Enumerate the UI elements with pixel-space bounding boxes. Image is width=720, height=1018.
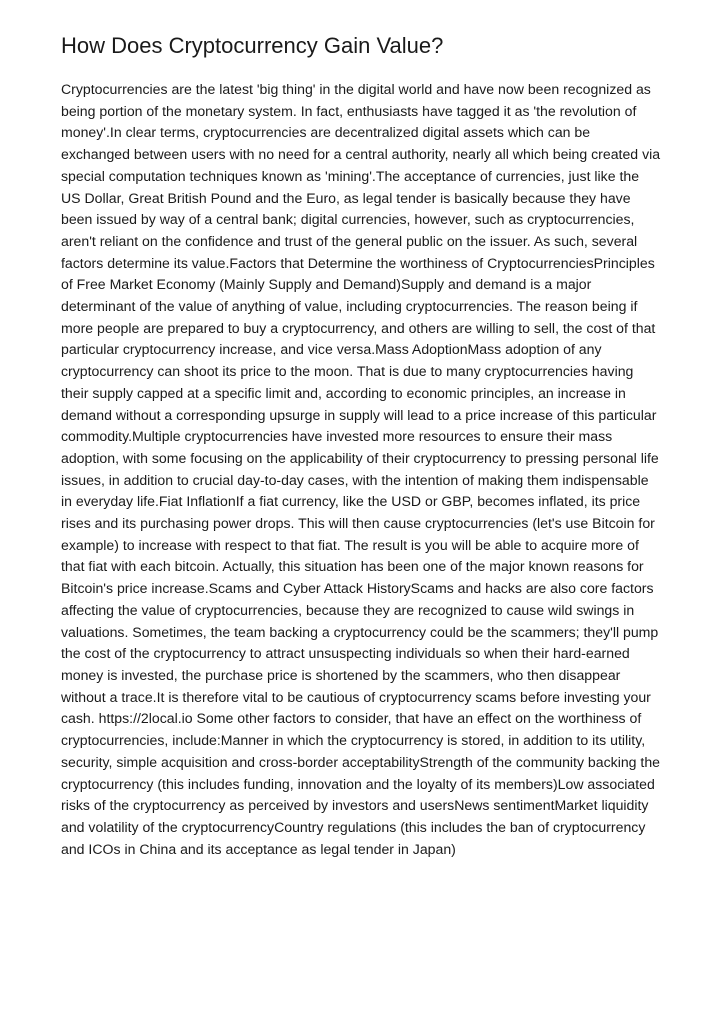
document-title: How Does Cryptocurrency Gain Value? <box>61 33 444 58</box>
document-body: Cryptocurrencies are the latest 'big thing' in the digital world and have now been recognized as being portion of the monetary system. In fact, enthusiasts have tagged it as 'the revolution of money'.In clear terms, cryptocurrencies are decentralized digital assets which can be exchanged between users with no need for a central authority, nearly all which being created via special computation techniques known as 'mining'.The acceptance of currencies, just like the US Dollar, Great British Pound and the Euro, as legal tender is basically because they have been issued by way of a central bank; digital currencies, however, such as cryptocurrencies, aren't reliant on the confidence and trust of the general public on the issuer. As such, several factors determine its value.Factors that Determine the worthiness of CryptocurrenciesPrinciples of Free Market Economy (Mainly Supply and Demand)Supply and demand is a major determinant of the value of anything of value, including cryptocurrencies. The reason being if more people are prepared to buy a cryptocurrency, and others are willing to sell, the cost of that particular cryptocurrency increase, and vice versa.Mass AdoptionMass adoption of any cryptocurrency can shoot its price to the moon. That is due to many cryptocurrencies having their supply capped at a specific limit and, according to economic principles, an increase in demand without a corresponding upsurge in supply will lead to a price increase of this particular commodity.Multiple cryptocurrencies have invested more resources to ensure their mass adoption, with some focusing on the applicability of their cryptocurrency to pressing personal life issues, in addition to crucial day-to-day cases, with the intention of making them indispensable in everyday life.Fiat InflationIf a fiat currency, like the USD or GBP, becomes inflated, its price rises and its purchasing power drops. This will then cause cryptocurrencies (let's use Bitcoin for example) to increase with respect to that fiat. The result is you will be able to acquire more of that fiat with each bitcoin. Actually, this situation has been one of the major known reasons for Bitcoin's price increase.Scams and Cyber Attack HistoryScams and hacks are also core factors affecting the value of cryptocurrencies, because they are recognized to cause wild swings in valuations. Sometimes, the team backing a cryptocurrency could be the scammers; they'll pump the cost of the cryptocurrency to attract unsuspecting individuals so when their hard-earned money is invested, the purchase price is shortened by the scammers, who then disappear without a trace.It is therefore vital to be cautious of cryptocurrency scams before investing your cash. https://2local.io Some other factors to consider, that have an effect on the worthiness of cryptocurrencies, include:Manner in which the cryptocurrency is stored, in addition to its utility, security, simple acquisition and cross-border acceptabilityStrength of the community backing the cryptocurrency (this includes funding, innovation and the loyalty of its members)Low associated risks of the cryptocurrency as perceived by investors and usersNews sentimentMarket liquidity and volatility of the cryptocurrencyCountry regulations (this includes the ban of cryptocurrency and ICOs in China and its acceptance as legal tender in Japan) <box>61 81 661 857</box>
